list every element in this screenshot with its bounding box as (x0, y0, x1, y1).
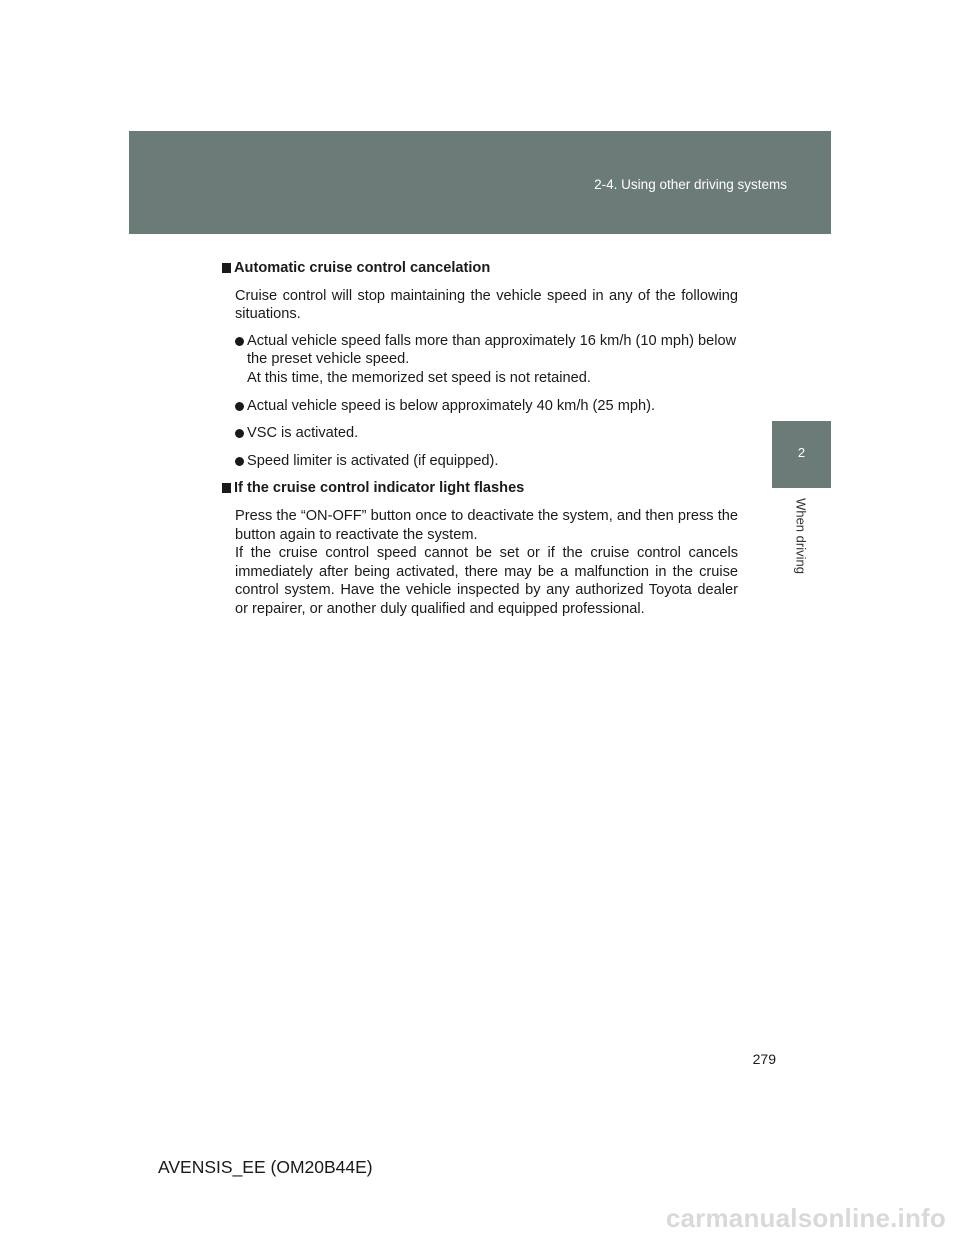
round-bullet-icon (235, 402, 244, 411)
list-item-line: Speed limiter is activated (if equipped). (247, 452, 499, 469)
section-paragraph (235, 507, 738, 619)
paragraph-line: If the cruise control speed cannot be set or if the cruise control cancels immediately after being activated, there may be a malfunction in the cruise control system. Have the vehicle inspected by any authorized Toyota dealer or repairer, or another duly qualified and equipped professional. (235, 545, 738, 617)
round-bullet-icon (235, 457, 244, 466)
section-heading-text: If the cruise control indicator light flashes (234, 480, 525, 497)
paragraph-line: Press the “ON-OFF” button once to deactivate the system, and then press the button again to reactivate the system. (235, 507, 738, 543)
header-band (129, 131, 831, 234)
list-item-line: Actual vehicle speed falls more than approximately 16 km/h (10 mph) below the preset vehicle speed. (247, 332, 737, 368)
page-number: 279 (752, 1051, 776, 1067)
bullet-list (235, 332, 738, 471)
section-title: 2-4. Using other driving systems (594, 177, 787, 192)
section-paragraph (235, 287, 738, 324)
section-heading (222, 479, 738, 498)
list-item (235, 424, 738, 443)
document-code: AVENSIS_EE (OM20B44E) (158, 1157, 373, 1177)
round-bullet-icon (235, 429, 244, 438)
paragraph-line: Cruise control will stop maintaining the vehicle speed in any of the following situations. (235, 287, 738, 323)
chapter-tab (772, 421, 831, 488)
square-bullet-icon (222, 263, 231, 273)
list-item-line: VSC is activated. (247, 425, 359, 442)
chapter-number: 2 (797, 445, 806, 460)
round-bullet-icon (235, 337, 244, 346)
list-item (235, 332, 738, 388)
list-item (235, 397, 738, 416)
list-item-line: Actual vehicle speed is below approximately 40 km/h (25 mph). (247, 397, 656, 414)
chapter-name-label: When driving (793, 498, 809, 574)
page-content (222, 259, 738, 627)
watermark: carmanualsonline.info (665, 1203, 946, 1233)
square-bullet-icon (222, 483, 231, 493)
section-heading-text: Automatic cruise control cancelation (234, 260, 491, 276)
list-item-line: At this time, the memorized set speed is not retained. (247, 369, 591, 386)
section-heading (222, 259, 738, 278)
list-item (235, 452, 738, 471)
